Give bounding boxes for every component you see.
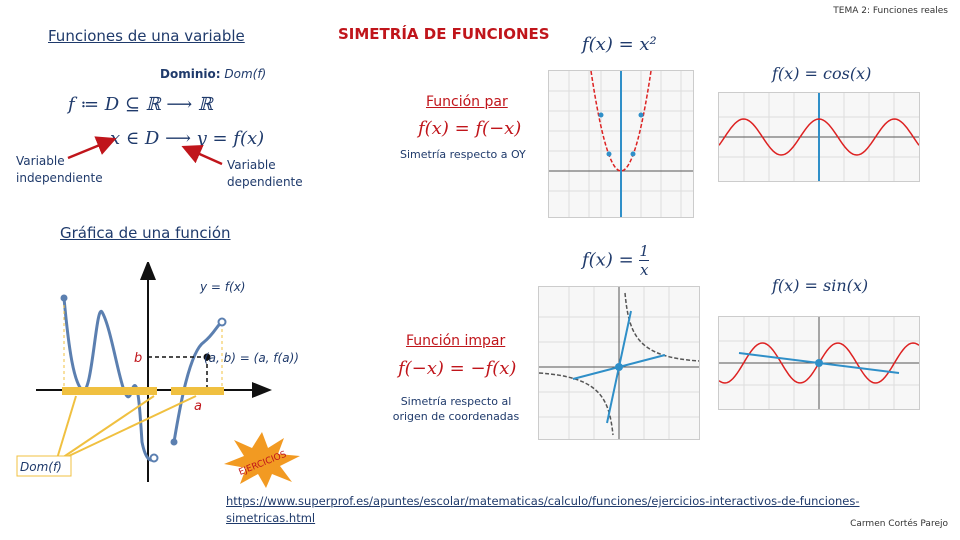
- page-title: SIMETRÍA DE FUNCIONES: [338, 25, 550, 43]
- funcion-par-equation: f(x) = f(−x): [418, 118, 522, 139]
- inverse-graph: [538, 286, 700, 440]
- dom-arrow-2: [56, 396, 154, 462]
- funcion-impar-equation: f(−x) = −f(x): [398, 358, 517, 379]
- inverse-fraction: [639, 242, 649, 279]
- simetria-origen-label: [390, 394, 522, 424]
- var-ind-line-1: Variable: [16, 154, 65, 168]
- closed-point-2: [171, 439, 178, 446]
- a-label: a: [194, 399, 202, 414]
- var-ind-line-2: independiente: [16, 171, 103, 185]
- simetria-oy-label: Simetría respecto a OY: [400, 148, 526, 161]
- dominio-key: Dominio:: [160, 67, 221, 81]
- arrow-to-y: [186, 148, 222, 164]
- function-curve-2: [174, 322, 222, 442]
- inverse-numerator: 1: [639, 242, 649, 260]
- start-point: [61, 295, 68, 302]
- arrow-to-x: [68, 140, 112, 158]
- domain-band-2: [171, 387, 224, 395]
- reference-link[interactable]: https://www.superprof.es/apuntes/escolar/matematicas/calculo/funciones/ejercicios-interactivos-de-funciones-simetricas.html: [226, 494, 860, 525]
- example-sin: f(x) = sin(x): [772, 276, 869, 295]
- tema-label: TEMA 2: Funciones reales: [833, 6, 948, 16]
- dom-f-label: Dom(f): [20, 460, 62, 474]
- open-point-3: [219, 319, 226, 326]
- sim-origen-line-1: Simetría respecto al: [400, 395, 512, 408]
- y-equals-fx-label: y = f(x): [200, 280, 246, 294]
- example-cos: f(x) = cos(x): [772, 64, 872, 83]
- point-right-2: [631, 152, 636, 157]
- example-inverse: [582, 242, 649, 279]
- mapping-definition: x ∈ D ⟶ y = f(x): [110, 128, 265, 149]
- domain-band-1: [62, 387, 157, 395]
- point-left: [599, 113, 604, 118]
- point-left-2: [607, 152, 612, 157]
- author-label: Carmen Cortés Parejo: [850, 519, 948, 529]
- cos-graph: [718, 92, 920, 182]
- parabola-graph: [548, 70, 694, 218]
- origin-point: [615, 363, 623, 371]
- function-definition: f ≔ D ⊆ ℝ ⟶ ℝ: [68, 94, 213, 115]
- inverse-lhs: f(x) =: [582, 249, 634, 271]
- function-curve-1: [64, 298, 154, 460]
- point-label: (a, b) = (a, f(a)): [204, 351, 299, 365]
- point-right: [639, 113, 644, 118]
- inverse-denominator: x: [639, 261, 649, 279]
- grafica-funcion-title: Gráfica de una función: [60, 224, 231, 242]
- inverse-branch-1: [625, 293, 699, 361]
- funcion-par-title: Función par: [426, 94, 508, 110]
- open-point-1: [151, 455, 158, 462]
- var-dep-line-1: Variable: [227, 158, 276, 172]
- section-title-funciones: Funciones de una variable: [48, 27, 245, 45]
- dom-arrow-1: [56, 396, 76, 462]
- dominio-value: Dom(f): [224, 67, 267, 81]
- b-label: b: [134, 351, 143, 366]
- origin-point: [815, 359, 823, 367]
- example-x-squared: f(x) = x²: [582, 34, 657, 55]
- sim-origen-line-2: origen de coordenadas: [392, 410, 520, 423]
- inverse-branch-2: [539, 373, 613, 435]
- ejercicios-label: EJERCICIOS: [237, 449, 289, 478]
- sin-graph: [718, 316, 920, 410]
- var-dep-line-2: dependiente: [227, 175, 303, 189]
- ejercicios-button[interactable]: [222, 430, 302, 490]
- funcion-impar-title: Función impar: [406, 333, 506, 349]
